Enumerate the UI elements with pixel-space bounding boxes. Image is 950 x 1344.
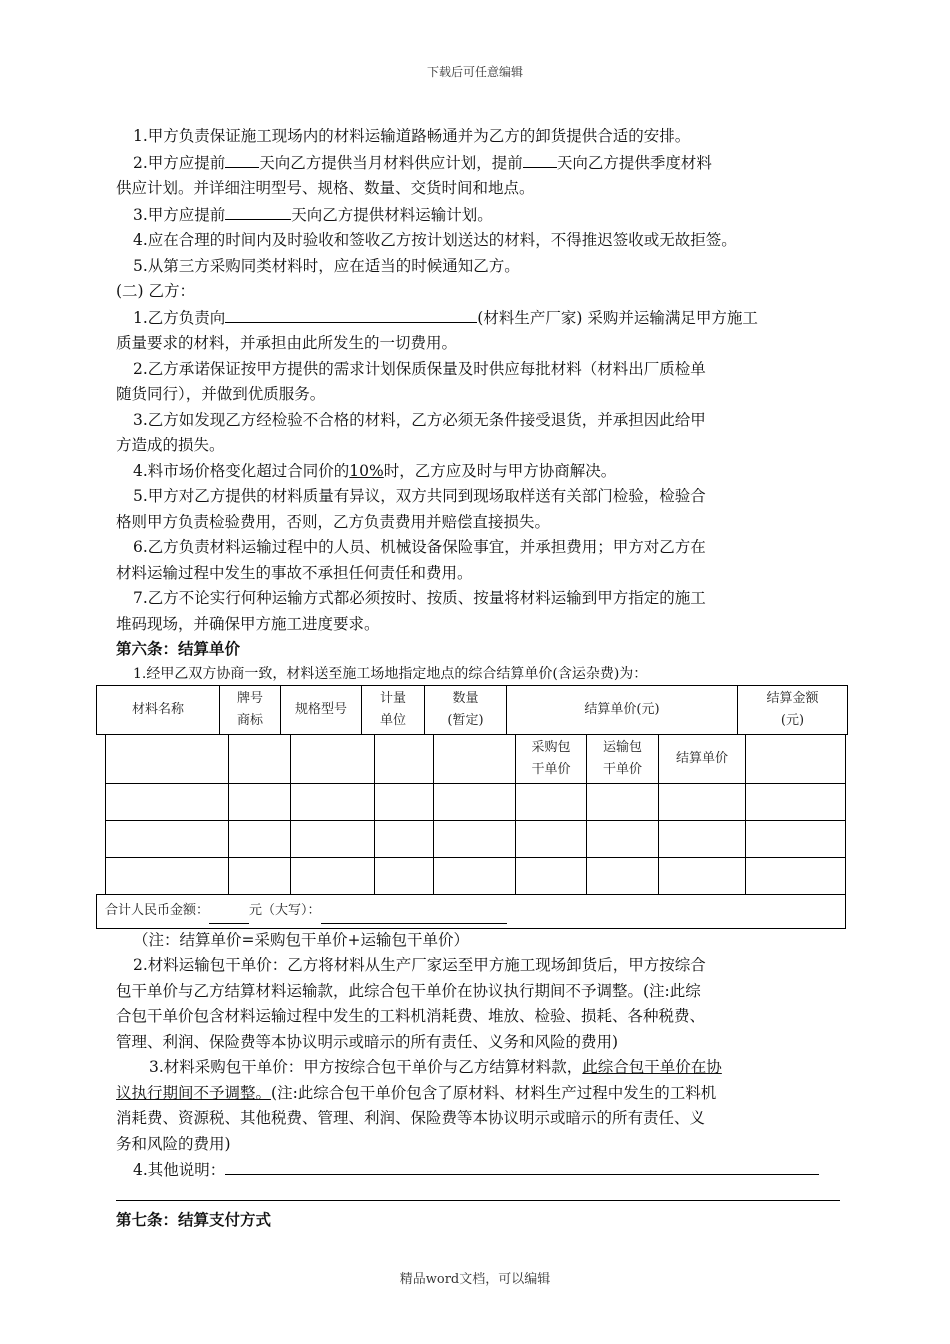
article-6-clause-2-cont-2: 合包干单价包含材料运输过程中发生的工料机消耗费、堆放、检验、损耗、各种税费、 [116,1007,706,1025]
blank-field[interactable] [225,305,477,323]
party-b-clause-2-cont: 随货同行），并做到优质服务。 [116,385,326,403]
table-cell[interactable] [105,783,229,821]
article-6-heading: 第六条：结算单价 [116,640,241,658]
settlement-price-table [96,685,848,935]
table-cell[interactable] [658,783,746,821]
table-cell[interactable] [658,857,746,895]
th-purchase-price: 采购包 干单价 [515,734,587,784]
table-cell[interactable] [433,857,516,895]
party-a-clause-5: 5.从第三方采购同类材料时，应在适当的时候通知乙方。 [133,256,520,275]
blank-field[interactable] [523,150,557,168]
table-cell[interactable] [228,857,291,895]
party-b-clause-6-cont: 材料运输过程中发生的事故不承担任何责任和费用。 [116,563,473,582]
page-header: 下载后可任意编辑 [426,65,523,79]
table-cell[interactable] [433,734,516,784]
table-cell[interactable] [586,783,659,821]
table-cell[interactable] [745,734,846,784]
table-cell[interactable] [290,857,375,895]
th-material-name: 材料名称 [96,685,220,735]
table-cell[interactable] [745,820,846,858]
other-notes-field[interactable] [225,1157,819,1175]
table-cell[interactable] [374,734,434,784]
other-notes-field-2[interactable] [116,1186,840,1201]
article-6-clause-3-cont-2: 消耗费、资源税、其他税费、管理、利润、保险费等本协议明示或暗示的所有责任、义 [116,1109,706,1127]
th-settle-price: 结算单价(元) [506,685,738,735]
article-6-clause-2-cont-3: 管理、利润、保险费等本协议明示或暗示的所有责任、义务和风险的费用) [116,1032,619,1051]
party-b-clause-5-cont: 格则甲方负责检验费用，否则，乙方负责费用并赔偿直接损失。 [116,512,551,531]
table-cell[interactable] [586,857,659,895]
party-b-clause-1-cont: 质量要求的材料，并承担由此所发生的一切费用。 [116,334,458,352]
page-footer: 精品word文档，可以编辑 [399,1272,551,1287]
party-a-clause-3: 3.甲方应提前 天向乙方提供材料运输计划。 [116,202,858,229]
total-amount-field[interactable] [209,898,249,925]
table-cell[interactable] [658,820,746,858]
th-transport-price: 运输包 干单价 [586,734,659,784]
table-cell[interactable] [586,820,659,858]
table-cell[interactable] [515,820,587,858]
table-cell[interactable] [433,783,516,821]
party-b-clause-5: 5.甲方对乙方提供的材料质量有异议，双方共同到现场取样送有关部门检验，检验合 [133,487,706,505]
table-cell[interactable] [228,783,291,821]
party-a-clause-4: 4.应在合理的时间内及时验收和签收乙方按计划送达的材料，不得推迟签收或无故拒签。 [133,231,737,249]
other-notes-line-2 [116,1184,858,1208]
th-unit: 计量 单位 [361,685,425,735]
table-cell[interactable] [515,783,587,821]
party-a-clause-2-cont: 供应计划。并详细注明型号、规格、数量、交货时间和地点。 [116,179,535,197]
table-cell[interactable] [105,820,229,858]
article-6-note: （注：结算单价=采购包干单价+运输包干单价） [133,930,469,949]
table-cell[interactable] [228,820,291,858]
party-a-clause-2: 2.甲方应提前 天向乙方提供当月材料供应计划，提前 天向乙方提供季度材料 [116,150,858,177]
article-6-clause-2-cont-1: 包干单价与乙方结算材料运输款，此综合包干单价在协议执行期间不予调整。(注:此综 [116,981,701,1000]
table-cell[interactable] [290,783,375,821]
article-6-clause-3-cont-1: 议执行期间不予调整。(注:此综合包干单价包含了原材料、材料生产过程中发生的工料机 [116,1083,717,1102]
th-settle-unit-price: 结算单价 [658,734,746,784]
party-b-clause-1: 1.乙方负责向 (材料生产厂家) 采购并运输满足甲方施工 [116,305,858,332]
th-spec: 规格型号 [280,685,362,735]
party-b-clause-3-cont: 方造成的损失。 [116,436,225,454]
blank-field[interactable] [225,202,291,220]
party-b-clause-7: 7.乙方不论实行何种运输方式都必须按时、按质、按量将材料运输到甲方指定的施工 [133,589,706,607]
table-total-row: 合计人民币金额： 元（大写）： [96,894,846,929]
table-cell[interactable] [374,820,434,858]
table-cell[interactable] [374,783,434,821]
table-cell[interactable] [105,734,229,784]
table-cell[interactable] [290,820,375,858]
table-cell[interactable] [433,820,516,858]
party-b-clause-4: 4.料市场价格变化超过合同价的10%时，乙方应及时与甲方协商解决。 [133,461,617,480]
th-quantity: 数量 (暂定) [424,685,507,735]
party-b-clause-6: 6.乙方负责材料运输过程中的人员、机械设备保险事宜，并承担费用；甲方对乙方在 [133,538,706,556]
th-brand: 牌号 商标 [219,685,281,735]
article-6-clause-2: 2.材料运输包干单价：乙方将材料从生产厂家运至甲方施工现场卸货后，甲方按综合 [133,956,706,974]
document-body [105,124,858,1233]
table-cell[interactable] [374,857,434,895]
party-b-clause-2: 2.乙方承诺保证按甲方提供的需求计划保质保量及时供应每批材料（材料出厂质检单 [133,359,706,378]
th-settle-amount: 结算金额 (元) [737,685,848,735]
party-b-clause-7-cont: 堆码现场，并确保甲方施工进度要求。 [116,614,380,633]
article-6-clause-3: 3.材料采购包干单价：甲方按综合包干单价与乙方结算材料款，此综合包干单价在协 [149,1058,722,1076]
table-cell[interactable] [745,783,846,821]
party-a-clause-1: 1.甲方负责保证施工现场内的材料运输道路畅通并为乙方的卸货提供合适的安排。 [133,127,691,145]
article-6-clause-4: 4.其他说明： [116,1157,858,1184]
total-amount-words-field[interactable] [321,898,507,925]
article-6-clause-3-cont-3: 务和风险的费用) [116,1134,231,1153]
article-7-heading: 第七条：结算支付方式 [116,1210,272,1229]
table-cell[interactable] [290,734,375,784]
table-cell[interactable] [515,857,587,895]
table-cell[interactable] [228,734,291,784]
party-b-title: (二) 乙方： [116,282,196,300]
blank-field[interactable] [225,150,259,168]
table-cell[interactable] [745,857,846,895]
article-6-intro: 1.经甲乙双方协商一致，材料送至施工场地指定地点的综合结算单价(含运杂费)为： [133,665,648,682]
party-b-clause-3: 3.乙方如发现乙方经检验不合格的材料，乙方必须无条件接受退货，并承担因此给甲 [133,410,706,429]
table-cell[interactable] [105,857,229,895]
